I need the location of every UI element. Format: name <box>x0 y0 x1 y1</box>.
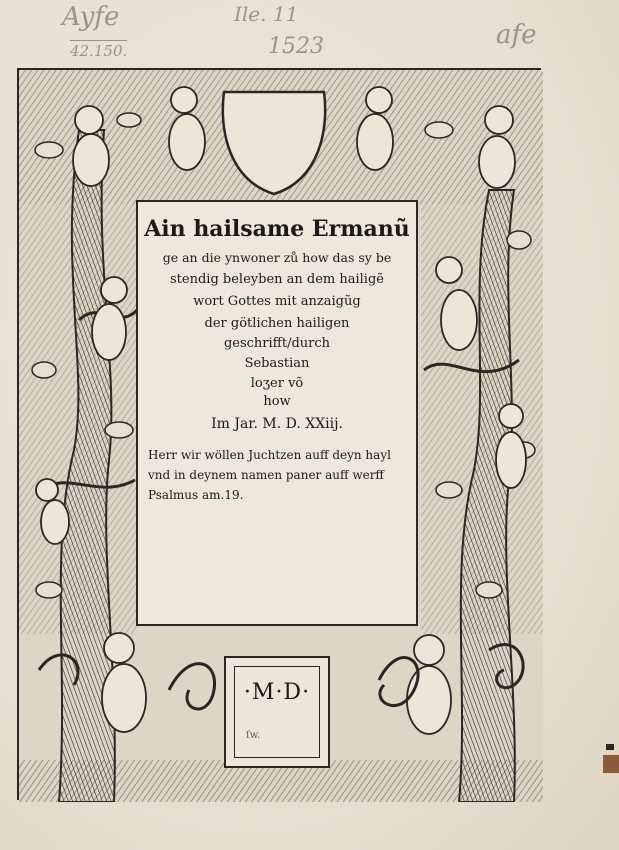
handwritten-call-number: 42.150. <box>70 42 128 60</box>
title-line-5: der götlichen hailigen <box>204 316 350 331</box>
date-cartouche <box>224 656 330 768</box>
motto-line-3: Psalmus am.19. <box>148 488 244 502</box>
page-marker-dot <box>606 744 614 750</box>
title-line-8: loʒer võ <box>250 376 304 391</box>
page-marker-tab <box>603 755 619 773</box>
motto-line-2: vnd in deynem namen paner auff werff <box>148 468 384 482</box>
handwritten-year-note: 1523 <box>268 34 324 59</box>
title-line-10: Im Jar. M. D. XXiij. <box>211 416 343 432</box>
cartouche-label: ·M·D· <box>243 680 311 705</box>
title-text-panel <box>136 200 418 626</box>
title-line-2: ge an die ynwoner zů how das sy be <box>162 250 392 265</box>
title-line-4: wort Gottes mit anzaigũg <box>193 294 361 309</box>
motto-line-1: Herr wir wöllen Juchtzen auff deyn hayl <box>148 448 391 462</box>
title-line-7: Sebastian <box>244 356 310 371</box>
title-line-3: stendig beleyben an dem hailigẽ <box>170 272 384 287</box>
title-line-6: geschrifft/durch <box>223 336 331 351</box>
handwritten-note-top-left: Ayfe <box>62 2 120 32</box>
handwritten-note-top-right: afe <box>496 20 537 50</box>
title-line-1: Ain hailsame Ermanũ <box>144 216 410 242</box>
title-line-9: how <box>263 394 291 409</box>
handwritten-note-top-center: Ile. 11 <box>234 2 299 26</box>
cartouche-small-text: ſw. <box>246 730 261 741</box>
